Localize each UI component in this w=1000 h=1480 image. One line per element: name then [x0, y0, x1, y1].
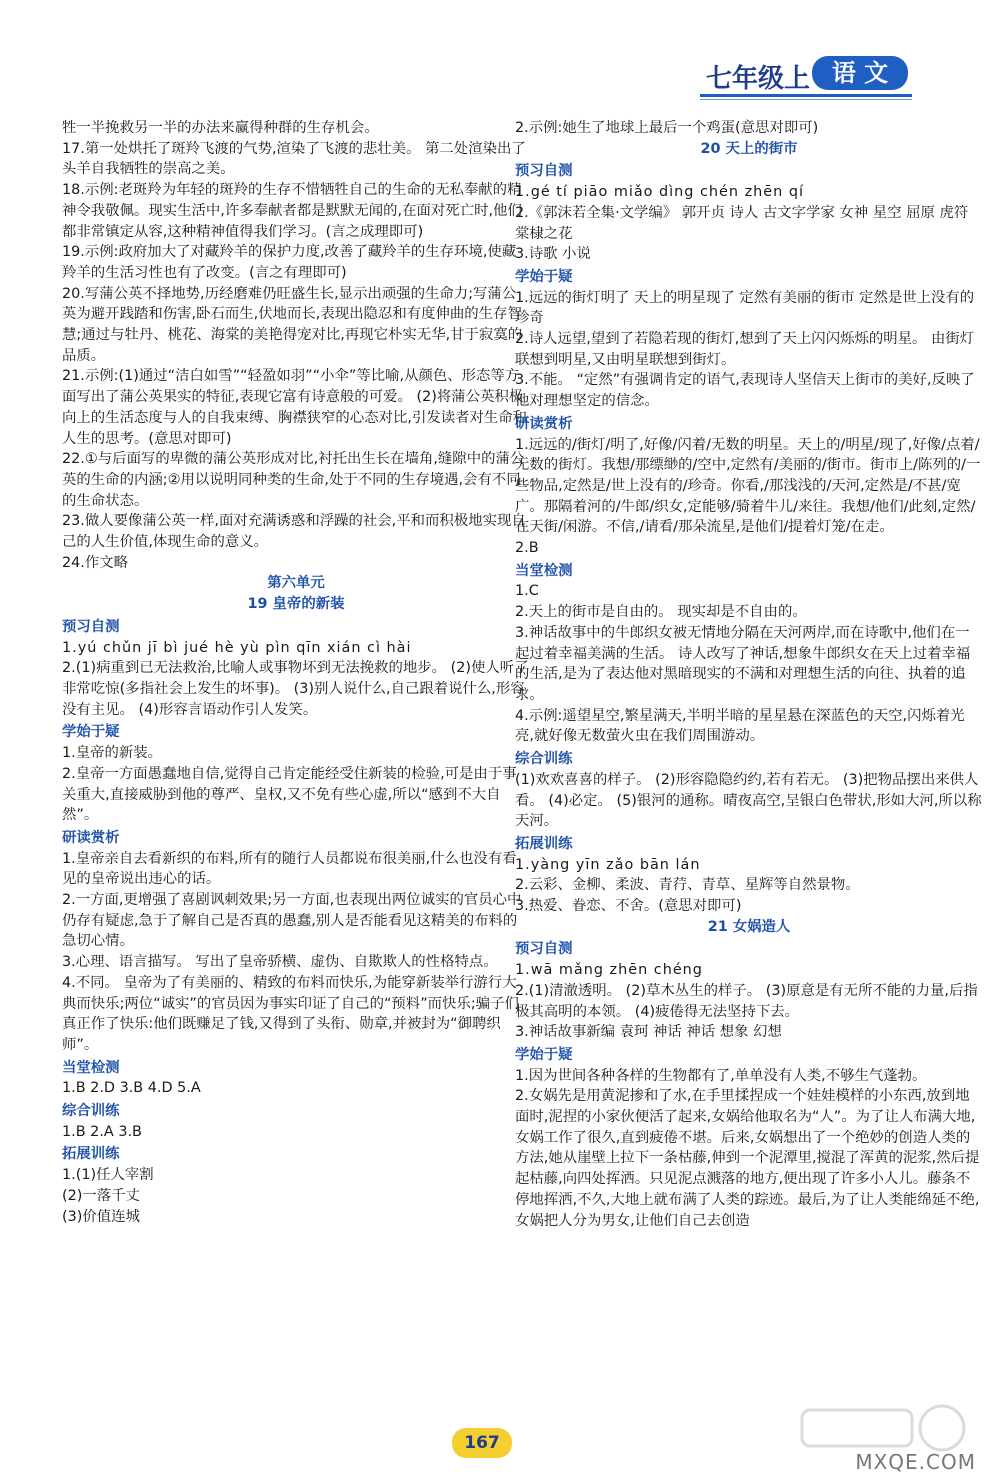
section-heading: 综合训练: [62, 1103, 120, 1120]
answer-line: 1.远远的/街灯/明了,好像/闪着/无数的明星。天上的/明星/现了,好像/点着/无数的街灯。我想/那缥缈的/空中,定然有/美丽的/街市。街市上/陈列的/一些物品,定然是/世上没有的/珍奇。你看,/那浅浅的/天河,定然是/不甚/宽广。那隔着河的/牛郎/织女,定能够/骑着牛儿/来往。我想/他们/此刻,定然/在天街/闲游。不信,/请看/那朵流星,是他们/提着灯笼/在走。: [515, 436, 981, 536]
section-heading: 研读赏析: [515, 415, 573, 432]
answer-line: 2.云彩、金柳、柔波、青荇、青草、星辉等自然景物。: [515, 877, 860, 894]
page-header: [0, 0, 1000, 110]
lesson-title: 20 天上的街市: [700, 140, 798, 157]
answer-line: 2.一方面,更增强了喜剧讽刺效果;另一方面,也表现出两位诚实的官员心中仍存有疑虑,急于了解自己是否真的愚蠢,别人是否能看见这精美的布料的急切心情。: [62, 892, 522, 950]
section-heading: 拓展训练: [515, 835, 573, 852]
lesson-title: 第六单元: [267, 575, 325, 592]
answer-line: 牲一半挽救另一半的办法来赢得种群的生存机会。: [62, 120, 379, 136]
answer-line: 2.女娲先是用黄泥掺和了水,在手里揉捏成一个娃娃模样的小东西,放到地面时,泥捏的小家伙便活了起来,女娲给他取名为“人”。为了让人布满大地,女娲工作了很久,直到疲倦不堪。后来,女娲想出了一个绝妙的创造人类的方法,她从崖壁上拉下一条枯藤,伸到一个泥潭里,搅混了浑黄的泥浆,然后提起枯藤,向四处挥洒。只见泥点溅落的地方,便出现了许多小人儿。藤条不停地挥洒,不久,大地上就布满了人类的踪迹。最后,为了让人类能绵延不绝,女娲把人分为男女,让他们自己去创造: [515, 1088, 980, 1229]
answer-line: 3.神话故事新编 袁珂 神话 神话 想象 幻想: [515, 1024, 782, 1041]
answer-line: 2.(1)病重到已无法救治,比喻人或事物坏到无法挽救的地步。 (2)使人听了非常吃惊(多指社会上发生的坏事)。 (3)别人说什么,自己跟着说什么,形容没有主见。 (4)形容言语动作引人发笑。: [62, 660, 529, 718]
answer-line: 21.示例:(1)通过“洁白如雪”“轻盈如羽”“小伞”等比喻,从颜色、形态等方面写出了蒲公英果实的特征,表现它富有诗意般的可爱。 (2)将蒲公英积极向上的生活态度与人的自我束缚、胸襟狭窄的心态对比,引发读者对生命和人生的思考。(意思对即可): [62, 368, 528, 447]
pinyin-line: 1.gé tí piāo miǎo dìng chén zhēn qí: [515, 184, 804, 201]
answer-line: 23.做人要像蒲公英一样,面对充满诱惑和浮躁的社会,平和而积极地实现自己的人生价值,体现生命的意义。: [62, 513, 526, 551]
answer-line: (3)价值连城: [62, 1208, 140, 1225]
section-heading: 当堂检测: [515, 562, 573, 579]
answer-line: 1.C: [515, 583, 539, 600]
answer-line: 3.诗歌 小说: [515, 246, 591, 263]
answer-line: 3.心理、语言描写。 写出了皇帝骄横、虚伪、自欺欺人的性格特点。: [62, 954, 498, 971]
answer-line: 20.写蒲公英不择地势,历经磨难仍旺盛生长,显示出顽强的生命力;写蒲公英为避开践踏和伤害,卧石而生,伏地而长,表现出隐忍和有度伸曲的生存智慧;通过与牡丹、桃花、海棠的美艳得宠对比,再现它朴实无华,甘于寂寞的品质。: [62, 285, 523, 364]
lesson-title: 21 女娲造人: [707, 918, 791, 935]
answer-line: 1.皇帝的新装。: [62, 745, 163, 762]
section-heading: 研读赏析: [62, 829, 120, 846]
answer-line: (2)一落千丈: [62, 1187, 140, 1204]
answer-line: 4.示例:遥望星空,繁星满天,半明半暗的星星悬在深蓝色的天空,闪烁着光亮,就好像无数萤火虫在我们周围游动。: [515, 707, 965, 745]
left-column: [62, 118, 530, 1227]
answer-line: 1.远远的街灯明了 天上的明星现了 定然有美丽的街市 定然是世上没有的珍奇: [515, 289, 975, 327]
subject-badge: 语 文: [812, 56, 908, 90]
header-rule: [700, 94, 912, 97]
answer-line: 18.示例:老斑羚为年轻的斑羚的生存不惜牺牲自己的生命的无私奉献的精神令我敬佩。现实生活中,许多奉献者都是默默无闻的,在面对死亡时,他们都非常镇定从容,这种精神值得我们学习。(言之成理即可): [62, 182, 522, 240]
section-heading: 预习自测: [62, 618, 120, 635]
answer-line: 3.热爱、眷恋、不舍。(意思对即可): [515, 898, 742, 915]
answer-line: 2.诗人远望,望到了若隐若现的街灯,想到了天上闪闪烁烁的明星。 由街灯联想到明星,又由明星联想到街灯。: [515, 331, 975, 368]
answer-line: 4.不同。 皇帝为了有美丽的、精致的布料而快乐,为能穿新装举行游行大典而快乐;两位“诚实”的官员因为事实印证了自己的“预料”而快乐;骗子们真正作了快乐:他们既赚足了钱,又得到了头衔、勋章,并被封为“御聘织师”。: [62, 974, 519, 1053]
answer-line: (1)欢欢喜喜的样子。 (2)形容隐隐约约,若有若无。 (3)把物品摆出来供人看。 (4)必定。 (5)银河的通称。晴夜高空,呈银白色带状,形如大河,所以称天河。: [515, 771, 982, 830]
page-number: 167: [452, 1428, 512, 1458]
section-heading: 学始于疑: [515, 1046, 573, 1063]
answer-line: 19.示例:政府加大了对藏羚羊的保护力度,改善了藏羚羊的生存环境,使藏羚羊的生活习性也有了改变。(言之有理即可): [62, 244, 517, 281]
answer-line: 3.神话故事中的牛郎织女被无情地分隔在天河两岸,而在诗歌中,他们在一起过着幸福美满的生活。 诗人改写了神话,想象牛郎织女在天上过着幸福的生活,是为了表达他对黑暗现实的不满和对理想生活的向往、执着的追求。: [515, 624, 971, 703]
grade-label: 七年级上: [705, 64, 810, 94]
header-rule-thin: [700, 99, 912, 100]
answer-line: 1.(1)任人宰割: [62, 1167, 154, 1184]
right-column: [515, 118, 983, 1231]
answer-line: 1.B 2.A 3.B: [62, 1123, 142, 1140]
section-heading: 预习自测: [515, 941, 573, 958]
answer-line: 2.(1)清澈透明。 (2)草木丛生的样子。 (3)原意是有无所不能的力量,后指极其高明的本领。 (4)疲倦得无法坚持下去。: [515, 982, 978, 1020]
answer-line: 1.皇帝亲自去看新织的布料,所有的随行人员都说布很美丽,什么也没有看见的皇帝说出违心的话。: [62, 850, 517, 888]
section-heading: 学始于疑: [515, 268, 573, 285]
pinyin-line: 1.yàng yīn zǎo bān lán: [515, 856, 701, 873]
section-heading: 当堂检测: [62, 1059, 120, 1076]
watermark-text: MXQE.COM: [855, 1450, 976, 1474]
section-heading: 学始于疑: [62, 724, 120, 741]
answer-line: 2.皇帝一方面愚蠢地自信,觉得自己肯定能经受住新装的检验,可是由于事关重大,直接威胁到他的尊严、皇权,又不免有些心虚,所以“感到不大自然”。: [62, 765, 517, 824]
pinyin-line: 1.yú chǔn jī bì jué hè yù pìn qīn xián cì hài: [62, 639, 412, 656]
answer-line: 22.①与后面写的卑微的蒲公英形成对比,衬托出生长在墙角,缝隙中的蒲公英的生命的内涵;②用以说明同种类的生命,处于不同的生存境遇,会有不同的生命状态。: [62, 451, 525, 509]
answer-line: 2.天上的街市是自由的。 现实却是不自由的。: [515, 604, 807, 621]
answer-line: 1.B 2.D 3.B 4.D 5.A: [62, 1080, 201, 1097]
section-heading: 拓展训练: [62, 1146, 120, 1163]
pinyin-line: 1.wā mǎng zhēn chéng: [515, 962, 703, 979]
answer-line: 17.第一处烘托了斑羚飞渡的气势,渲染了飞渡的悲壮美。 第二处渲染出了头羊自我牺牲的崇高之美。: [62, 140, 526, 178]
answer-line: 2.示例:她生了地球上最后一个鸡蛋(意思对即可): [515, 120, 819, 136]
section-heading: 预习自测: [515, 163, 573, 180]
answer-line: 1.因为世间各种各样的生物都有了,单单没有人类,不够生气蓬勃。: [515, 1067, 927, 1084]
section-heading: 综合训练: [515, 751, 573, 768]
answer-line: 24.作文略: [62, 554, 129, 571]
answer-line: 3.不能。 “定然”有强调肯定的语气,表现诗人坚信天上街市的美好,反映了他对理想坚定的信念。: [515, 372, 975, 410]
lesson-title: 19 皇帝的新装: [247, 596, 345, 613]
answer-line: 2.B: [515, 540, 539, 557]
answer-line: 2.《郭沫若全集·文学编》 郭开贞 诗人 古文字学家 女神 星空 屈原 虎符 棠棣之花: [515, 204, 969, 242]
